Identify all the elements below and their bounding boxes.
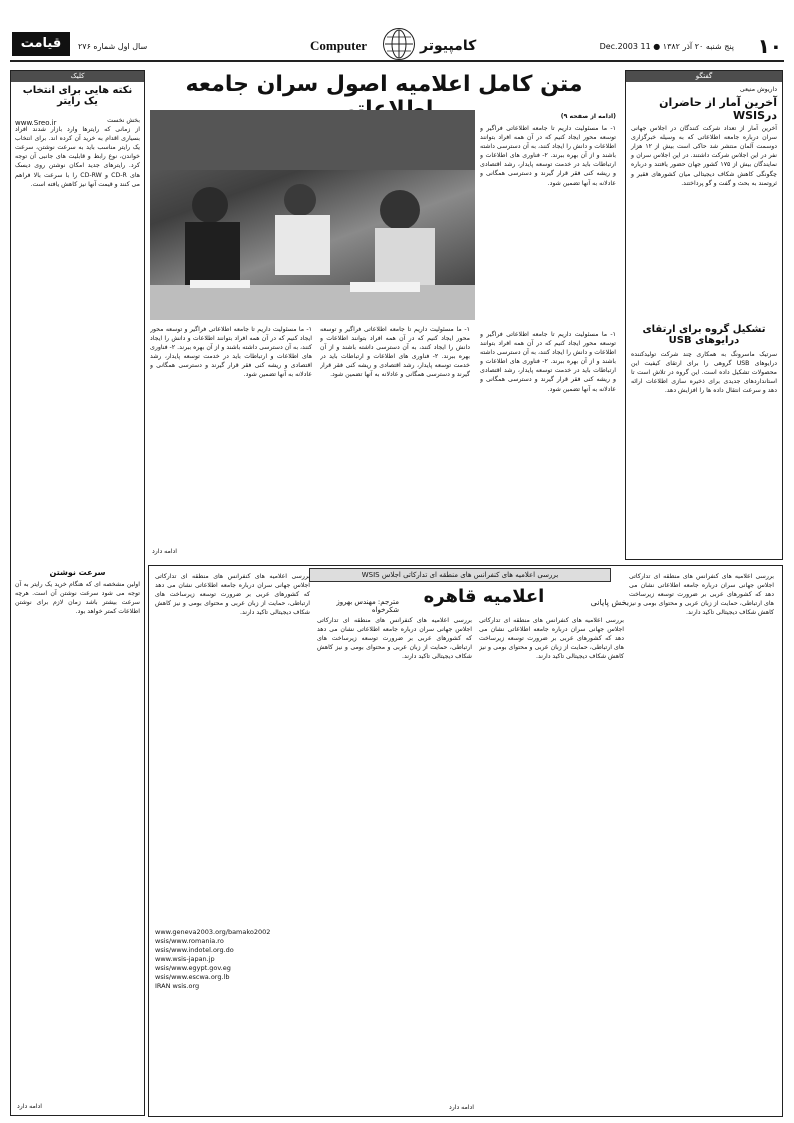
section-title-fa: کامپیوتر <box>420 38 477 54</box>
lower-byline: مترجم: مهندس بهروز شکرخواه <box>336 598 399 614</box>
article-column-3: ۱- ما مسئولیت داریم تا جامعه اطلاعاتی فراگیر و توسعه محور ایجاد کنیم که در آن همه افراد بتوانند اطلاعات و دانش را ایجاد کنند، به آن دسترسی داشته باشند و از آن بهره ببرند. ۲- فناوری های اطلاعات و ارتباطات باید در خدمت توسعه پایدار، رشد اقتصادی و ریشه کنی فقر قرار گیرند و دسترسی همگانی و عادلانه به آنها تضمین شود. <box>150 326 312 379</box>
left-continued: ادامه دارد <box>17 1102 43 1110</box>
lower-column-4: بررسی اعلامیه های کنفرانس های منطقه ای تدارکاتی اجلاس جهانی سران درباره جامعه اطلاعاتی نشان می دهد که کشورهای عربی بر ضرورت توسعه زیرساخت های ارتباطی، حمایت از زبان عربی و محتوای بومی و نیز کاهش شکاف دیجیتالی تاکید دارند. <box>155 573 310 617</box>
link-item[interactable]: www.geneva2003.org/bamako2002 <box>155 928 271 936</box>
link-item[interactable]: wsis/www.egypt.gov.eg <box>155 964 231 972</box>
lower-column-3: بررسی اعلامیه های کنفرانس های منطقه ای تدارکاتی اجلاس جهانی سران درباره جامعه اطلاعاتی نشان می دهد که کشورهای عربی بر ضرورت توسعه زیرساخت های ارتباطی، حمایت از زبان عربی و محتوای بومی و نیز کاهش شکاف دیجیتالی تاکید دارند. <box>317 617 472 661</box>
newspaper-logo <box>12 32 70 56</box>
lower-band: بررسی اعلامیه های کنفرانس های منطقه ای تدارکاتی اجلاس WSIS <box>309 568 611 582</box>
left-url: www.Sreo.ir <box>15 119 57 127</box>
link-item[interactable]: www.wsis-japan.jp <box>155 955 215 963</box>
page-number: ۱۰ <box>757 34 782 58</box>
right-byline: داریوش منیعی <box>739 86 777 93</box>
lower-column-2: بررسی اعلامیه های کنفرانس های منطقه ای تدارکاتی اجلاس جهانی سران درباره جامعه اطلاعاتی نشان می دهد که کشورهای عربی بر ضرورت توسعه زیرساخت های ارتباطی، حمایت از زبان عربی و محتوای بومی و نیز کاهش شکاف دیجیتالی تاکید دارند. <box>479 617 624 661</box>
link-item[interactable]: wsis/www.escwa.org.lb <box>155 973 230 981</box>
date-line: پنج شنبه ۲۰ آذر ۱۳۸۲ ● 11 Dec.2003 <box>599 42 734 51</box>
links-list <box>155 928 310 991</box>
section-title-en: Computer <box>310 38 368 53</box>
left-title: نکته هایی برای انتخاب یک رایتر <box>22 85 133 107</box>
left-sidebar-box <box>10 70 145 1116</box>
left-body: از زمانی که رایترها وارد بازار شدند افراد بسیاری اقدام به خرید آن کرده اند. برای انتخاب یک رایتر مناسب باید به سرعت نوشتن، سرعت خواندن، نوع رابط و قابلیت های جانبی آن توجه کرد. رایترهای جدید امکان نوشتن روی دیسک های CD-R و CD-RW را با سرعت بالا فراهم می کنند و قیمت آنها نیز کاهش یافته است. <box>15 126 140 188</box>
article-column-1-b: ۱- ما مسئولیت داریم تا جامعه اطلاعاتی فراگیر و توسعه محور ایجاد کنیم که در آن همه افراد بتوانند اطلاعات و دانش را ایجاد کنند، به آن دسترسی داشته باشند و از آن بهره ببرند. ۲- فناوری های اطلاعات و ارتباطات باید در خدمت توسعه پایدار، رشد اقتصادی و ریشه کنی فقر قرار گیرند و دسترسی همگانی و عادلانه به آنها تضمین شود. <box>480 331 616 393</box>
article-intro-label: (ادامه از صفحه ۹) <box>560 113 616 120</box>
left-byline: بخش نخست <box>107 117 140 124</box>
right-body-2: سرتیک ماسرونگ به همکاری چند شرکت تولیدکننده درایوهای USB گروهی را برای ارتقای کیفیت این محصولات تشکیل داده است. این گروه در تلاش است تا استانداردهای جدیدی برای ذخیره سازی اطلاعات ارائه دهد و سرعت انتقال داده ها را افزایش دهد. <box>631 351 777 395</box>
right-title: آخرین آمار از حاضران درWSIS <box>659 96 777 123</box>
lower-continued: ادامه دارد <box>449 1103 475 1111</box>
link-item[interactable]: wsis/www.romania.ro <box>155 937 224 945</box>
headline: متن کامل اعلامیه اصول سران جامعه <box>185 72 583 97</box>
link-item[interactable]: IRAN wsis.org <box>155 982 200 990</box>
left-band: کلیک <box>11 71 144 82</box>
lower-article-box <box>148 565 783 1117</box>
article-column-2: ۱- ما مسئولیت داریم تا جامعه اطلاعاتی فراگیر و توسعه محور ایجاد کنیم که در آن همه افراد بتوانند اطلاعات و دانش را ایجاد کنند، به آن دسترسی داشته باشند و از آن بهره ببرند. ۲- فناوری های اطلاعات و ارتباطات باید در خدمت توسعه پایدار، رشد اقتصادی و ریشه کنی فقر قرار گیرند و دسترسی همگانی و عادلانه به آنها تضمین شود. <box>320 326 470 379</box>
conference-photo <box>150 110 475 320</box>
masthead <box>0 0 794 64</box>
globe-logo-icon <box>383 28 415 60</box>
lower-column-1: بررسی اعلامیه های کنفرانس های منطقه ای تدارکاتی اجلاس جهانی سران درباره جامعه اطلاعاتی نشان می دهد که کشورهای عربی بر ضرورت توسعه زیرساخت های ارتباطی، حمایت از زبان عربی و محتوای بومی و نیز کاهش شکاف دیجیتالی تاکید دارند. <box>629 573 774 617</box>
logo-text: قیامت <box>20 36 62 51</box>
right-body: آخرین آمار از تعداد شرکت کنندگان در اجلاس جهانی سران درباره جامعه اطلاعاتی که به وسیله خبرگزاری دوسمت آلمان منتشر شد حاکی است بیش از ۱۲ هزار نفر در این اجلاس شرکت داشتند. در این اجلاس سران و نمایندگان بیش از ۱۷۵ کشور جهان حضور یافتند و درباره چگونگی کاهش شکاف دیجیتالی میان کشورهای فقیر و ثروتمند به بحث و گفت و گو پرداختند. <box>631 125 777 187</box>
right-band: گفتگو <box>626 71 782 82</box>
link-item[interactable]: wsis/www.indotel.org.do <box>155 946 234 954</box>
article-continued: ادامه دارد <box>152 548 178 555</box>
left-subtitle: سرعت نوشتن <box>49 568 106 578</box>
lower-title: اعلامیه قاهره <box>423 586 545 607</box>
lower-section-label: بخش پایانی <box>590 598 629 607</box>
issue-line: سال اول شماره ۲۷۶ <box>78 42 148 51</box>
left-body-2: اولین مشخصه ای که هنگام خرید یک رایتر به آن توجه می شود سرعت نوشتن آن است. هرچه سرعت بیشتر باشد زمان لازم برای نوشتن اطلاعات کمتر خواهد بود. <box>15 581 140 616</box>
article-column-1: ۱- ما مسئولیت داریم تا جامعه اطلاعاتی فراگیر و توسعه محور ایجاد کنیم که در آن همه افراد بتوانند اطلاعات و دانش را ایجاد کنند، به آن دسترسی داشته باشند و از آن بهره ببرند. ۲- فناوری های اطلاعات و ارتباطات باید در خدمت توسعه پایدار، رشد اقتصادی و ریشه کنی فقر قرار گیرند و دسترسی همگانی و عادلانه به آنها تضمین شود. <box>480 125 616 187</box>
right-subtitle: تشکیل گروه برای ارتقای درایوهای USB <box>642 324 766 347</box>
right-sidebar-box <box>625 70 783 560</box>
